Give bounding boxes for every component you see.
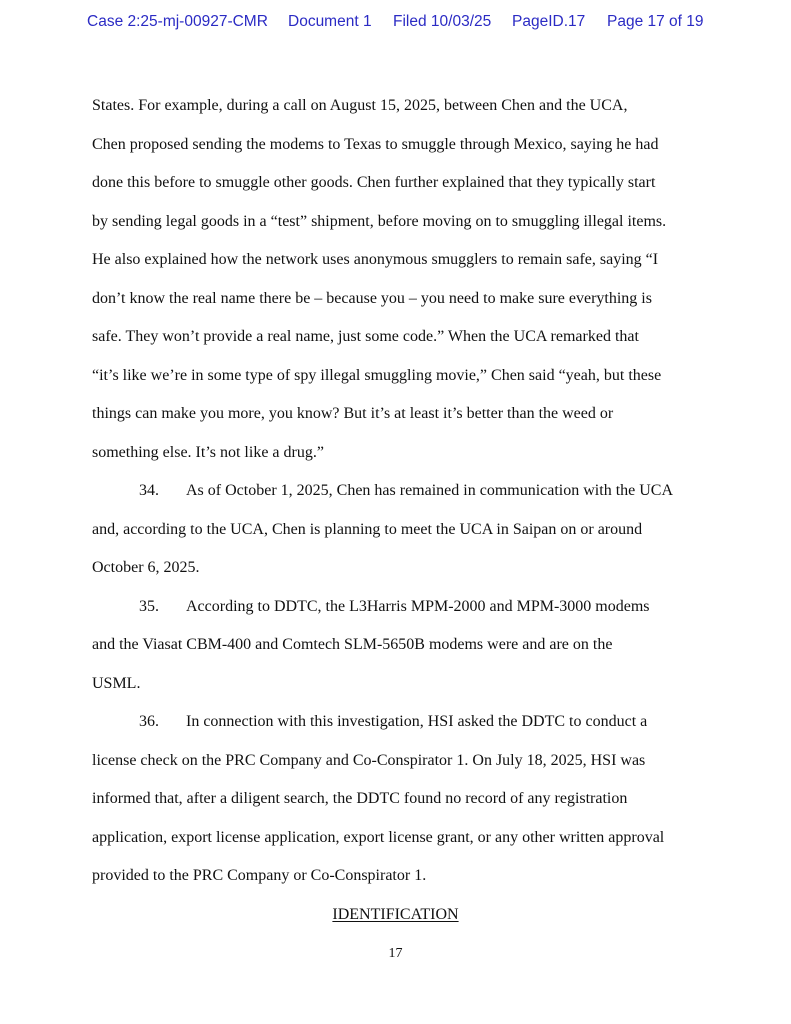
body-line: USML. (92, 674, 141, 692)
body-line: don’t know the real name there be – because you – you need to make sure everything is (92, 289, 652, 307)
body-line: application, export license application, export license grant, or any other written approval (92, 828, 665, 846)
body-line: October 6, 2025. (92, 559, 200, 576)
section-heading (0, 906, 791, 924)
court-filing-header (87, 10, 707, 34)
body-line: As of October 1, 2025, Chen has remained in communication with the UCA (186, 482, 674, 499)
body-line: States. For example, during a call on August 15, 2025, between Chen and the UCA, (92, 97, 628, 114)
case-number: Case 2:25-mj-00927-CMR (87, 13, 268, 30)
body-line: and the Viasat CBM-400 and Comtech SLM-5650B modems were and are on the (92, 636, 613, 653)
body-line: informed that, after a diligent search, the DDTC found no record of any registration (92, 790, 628, 807)
document-number: Document 1 (288, 13, 372, 30)
section-heading-text: IDENTIFICATION (332, 906, 459, 923)
filed-date: Filed 10/03/25 (393, 13, 492, 30)
body-line: done this before to smuggle other goods. Chen further explained that they typically start (92, 174, 656, 191)
body-line: He also explained how the network uses anonymous smugglers to remain safe, saying “I (92, 251, 659, 268)
body-line: safe. They won’t provide a real name, just some code.” When the UCA remarked that (92, 328, 639, 345)
body-line: Chen proposed sending the modems to Texas to smuggle through Mexico, saying he had (92, 135, 659, 153)
page-count: Page 17 of 19 (607, 13, 704, 30)
body-line: things can make you more, you know? But it’s at least it’s better than the weed or (92, 405, 614, 422)
page-id: PageID.17 (512, 13, 586, 30)
body-line: “it’s like we’re in some type of spy illegal smuggling movie,” Chen said “yeah, but these (92, 366, 662, 384)
paragraph-number: 35. (139, 597, 159, 615)
body-line: and, according to the UCA, Chen is planning to meet the UCA in Saipan on or around (92, 520, 643, 538)
paragraph-number: 34. (139, 482, 159, 499)
body-line: According to DDTC, the L3Harris MPM-2000 and MPM-3000 modems (186, 597, 650, 615)
body-line: provided to the PRC Company or Co-Conspirator 1. (92, 867, 427, 884)
body-line: In connection with this investigation, HSI asked the DDTC to conduct a (186, 713, 648, 730)
page-number: 17 (388, 946, 403, 961)
body-line: by sending legal goods in a “test” shipment, before moving on to smuggling illegal items. (92, 212, 667, 230)
paragraph-number: 36. (139, 713, 159, 730)
body-line: license check on the PRC Company and Co-Conspirator 1. On July 18, 2025, HSI was (92, 751, 646, 769)
body-line: something else. It’s not like a drug.” (92, 443, 324, 461)
